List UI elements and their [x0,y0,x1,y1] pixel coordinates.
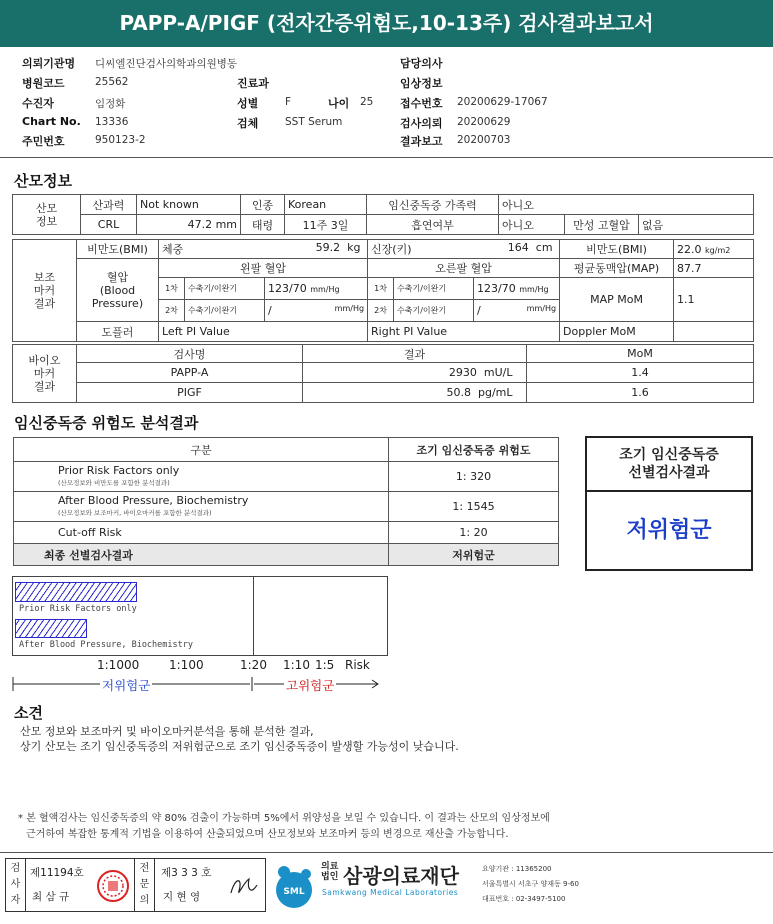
inspector-label: 검사자 [6,859,26,911]
specialist-block [134,858,266,912]
right-bp-label: 오른팔 혈압 [368,259,560,278]
smoking-label: 흡연여부 [367,215,499,235]
right-first-unit: mm/Hg [519,285,549,294]
hospital-code-value: 25562 [95,76,129,88]
weight-cell [159,240,368,259]
final-result-label: 최종 선별검사결과 [14,544,389,566]
tick-label: 1:100 [169,658,204,672]
request-label: 검사의뢰 [400,117,443,130]
cutoff-value: 1: 20 [389,522,559,544]
specimen-value: SST Serum [285,116,343,128]
disclaimer-line2: 근거하여 복잡한 통계적 기법을 이용하여 산출되었으며 산모정보와 보조마커 등의 변경으로 재산출 가능합니다. [26,829,509,840]
left-first-cell [265,278,368,300]
table-row [13,363,754,383]
weight-value: 59.2 [315,241,341,254]
age-value: 25 [360,96,374,108]
table-row [14,522,559,544]
left-second-sysdia: 수축기/이완기 [185,300,265,322]
left-first-value: 123/70 [268,282,307,295]
height-cell [368,240,560,259]
weight-label: 체중 [162,243,184,256]
sml-logo-text: SML [283,887,305,897]
specialist-name: 지 현 영 [163,891,201,903]
screening-result-title: 조기 임신중독증 선별검사결과 [587,438,751,492]
tick-label: Risk [345,658,370,672]
remarks-title: 소견 [14,704,43,722]
biomarker-result-cell [303,363,527,383]
org-prefix: 의료 법인 [321,862,339,882]
biomarker-name: PIGF [77,383,303,403]
hospital-code-label: 병원코드 [22,77,65,90]
id-label: 주민번호 [22,135,65,148]
smoking-value: 아니오 [499,215,565,235]
final-result-value: 저위험군 [389,544,559,566]
left-second-label: 2차 [159,300,185,322]
prior-risk-label: Prior Risk Factors only [58,463,180,477]
table-row [14,544,559,566]
height-value: 164 [507,241,529,254]
right-first-label: 1차 [368,278,394,300]
request-value: 20200629 [457,116,511,128]
screening-result-box [585,436,753,571]
map-mom-value: 1.1 [674,278,754,322]
left-second-value: / [268,304,272,317]
specialist-label: 전문의 [135,859,155,911]
tick-label: 1:20 [240,658,267,672]
doppler-mom-value [674,322,754,342]
auxiliary-marker-table [12,239,754,342]
biomarker-value: 2930 [448,366,477,379]
after-bp-cell [14,492,389,522]
biomarker-name: PAPP-A [77,363,303,383]
org-address: 서울특별시 서초구 양재동 9-60 [482,880,579,888]
bmi-value: 22.0 [677,242,702,256]
footer-divider [0,852,773,853]
doctor-label: 담당의사 [400,57,443,70]
cutoff-label: Cut-off Risk [14,522,389,544]
crl-label: CRL [81,215,137,235]
left-second-cell [265,300,368,322]
parity-value: Not known [137,195,241,215]
institution-label: 의뢰기관명 [22,57,76,70]
left-pi-label: Left PI Value [159,322,368,342]
accession-label: 접수번호 [400,97,443,110]
bp-label: 혈압 (Blood Pressure) [77,259,159,322]
crl-value: 47.2 mm [137,215,241,235]
right-second-unit: mm/Hg [526,304,557,313]
map-mom-label: MAP MoM [560,278,674,322]
remarks-line1: 산모 정보와 보조마커 및 바이오마커분석을 통해 분석한 결과, [20,725,314,738]
family-history-label: 임신중독증 가족력 [367,195,499,215]
left-first-unit: mm/Hg [310,285,340,294]
chart-bar-after-label: After Blood Pressure, Biochemistry [19,640,193,650]
ga-value: 11주 3일 [285,215,367,235]
accession-value: 20200629-17067 [457,96,548,108]
map-label: 평균동맥압(MAP) [560,259,674,278]
chart-label: Chart No. [22,115,81,128]
cutoff-line [253,577,254,655]
after-bp-sub: (산모정보와 보조마커, 바이오마커를 포함한 분석결과) [58,508,212,517]
prior-risk-sub: (산모정보와 비만도를 포함한 분석결과) [58,478,170,487]
biomarker-unit: mU/L [483,366,513,379]
ga-label: 태령 [241,215,285,235]
inspector-license: 제11194호 [30,867,84,879]
header-divider [0,157,773,158]
right-second-cell [474,300,560,322]
specimen-label: 검체 [237,117,259,130]
report-title: PAPP-A/PIGF (전자간증위험도,10-13주) 검사결과보고서 [0,0,773,47]
disclaimer-line1: * 본 혈액검사는 임신중독증의 약 80% 검출이 가능하며 5%에서 위양성을 보일 수 있습니다. 이 결과는 산모의 임상정보에 [18,813,550,824]
maternal-side-label: 산모 정보 [13,195,81,235]
high-risk-label: 고위험군 [286,678,335,693]
chart-value: 13336 [95,116,129,128]
tick-label: 1:1000 [97,658,140,672]
org-english-name: Samkwang Medical Laboratories [322,888,459,897]
sml-logo-icon [272,860,318,912]
specialist-license: 제3 3 3 호 [161,867,212,879]
family-history-value: 아니오 [499,195,754,215]
prior-risk-value: 1: 320 [389,462,559,492]
biomarker-result-cell [303,383,527,403]
left-bp-label: 왼팔 혈압 [159,259,368,278]
maternal-info-table [12,194,754,235]
biomarker-unit: pg/mL [477,386,513,399]
doppler-label: 도플러 [77,322,159,342]
institution-value: 디씨엘진단검사의학과의원병동 [95,58,238,70]
right-first-value: 123/70 [477,282,516,295]
org-phone: 대표번호 : 02-3497-5100 [482,895,566,903]
table-row [14,492,559,522]
parity-label: 산과력 [81,195,137,215]
age-label: 나이 [328,97,350,110]
inspector-name: 최 삼 규 [32,891,70,903]
height-label: 신장(키) [371,243,412,256]
screening-result-value: 저위험군 [626,518,712,543]
org-name: 삼광의료재단 [343,864,459,888]
col-result: 결과 [303,345,527,363]
biomarker-mom: 1.4 [527,363,754,383]
clinical-label: 임상정보 [400,77,443,90]
left-first-sysdia: 수축기/이완기 [185,278,265,300]
low-risk-label: 저위험군 [102,678,151,693]
right-second-label: 2차 [368,300,394,322]
dept-label: 진료과 [237,77,269,90]
bmi-cell [674,240,754,259]
col-test-name: 검사명 [77,345,303,363]
table-row [13,383,754,403]
bmi-unit: kg/m2 [705,245,731,255]
risk-section-title: 임신중독증 위험도 분석결과 [14,414,199,432]
prior-risk-cell [14,462,389,492]
bmi-label: 비만도(BMI) [560,240,674,259]
left-first-label: 1차 [159,278,185,300]
chart-bar-prior [15,582,137,602]
right-first-cell [474,278,560,300]
risk-chart [12,576,388,656]
tick-label: 1:10 [283,658,310,672]
maternal-section-title: 산모정보 [14,172,72,190]
patient-label: 수진자 [22,97,54,110]
right-second-sysdia: 수축기/이완기 [394,300,474,322]
tick-label: 1:5 [315,658,335,672]
col-category: 구분 [14,438,389,462]
doppler-mom-label: Doppler MoM [560,322,674,342]
inspector-block [5,858,135,912]
right-pi-label: Right PI Value [368,322,560,342]
sex-value: F [285,96,292,108]
col-mom: MoM [527,345,754,363]
bmi-header-label: 비만도(BMI) [77,240,159,259]
chart-bar-after [15,619,87,638]
hypertension-value: 없음 [639,215,754,235]
race-label: 인종 [241,195,285,215]
report-date-value: 20200703 [457,134,511,146]
biomarker-value: 50.8 [446,386,471,399]
biomarker-side-label: 바이오 마커 결과 [13,345,77,403]
left-second-unit: mm/Hg [334,304,365,313]
chart-bar-prior-label: Prior Risk Factors only [19,604,137,614]
right-second-value: / [477,304,481,317]
auxiliary-side-label: 보조 마커 결과 [13,240,77,342]
report-date-label: 결과보고 [400,135,443,148]
biomarker-table [12,344,754,403]
race-value: Korean [285,195,367,215]
risk-table [13,437,559,566]
map-value: 87.7 [674,259,754,278]
col-risk: 조기 임신중독증 위험도 [389,438,559,462]
table-row [14,462,559,492]
patient-value: 임정화 [95,98,126,110]
after-bp-label: After Blood Pressure, Biochemistry [58,493,249,507]
id-value: 950123-2 [95,134,146,146]
height-unit: cm [535,241,553,254]
hypertension-label: 만성 고혈압 [565,215,639,235]
org-license: 요양기관 : 11365200 [482,865,552,873]
biomarker-mom: 1.6 [527,383,754,403]
right-first-sysdia: 수축기/이완기 [394,278,474,300]
inspector-seal [96,869,130,903]
weight-unit: kg [347,241,361,254]
remarks-line2: 상기 산모는 조기 임신중독증의 저위험군으로 조기 임신중독증이 발생할 가능성이 낮습니다. [20,740,459,753]
after-bp-value: 1: 1545 [389,492,559,522]
signature-icon [227,871,261,901]
sex-label: 성별 [237,97,259,110]
